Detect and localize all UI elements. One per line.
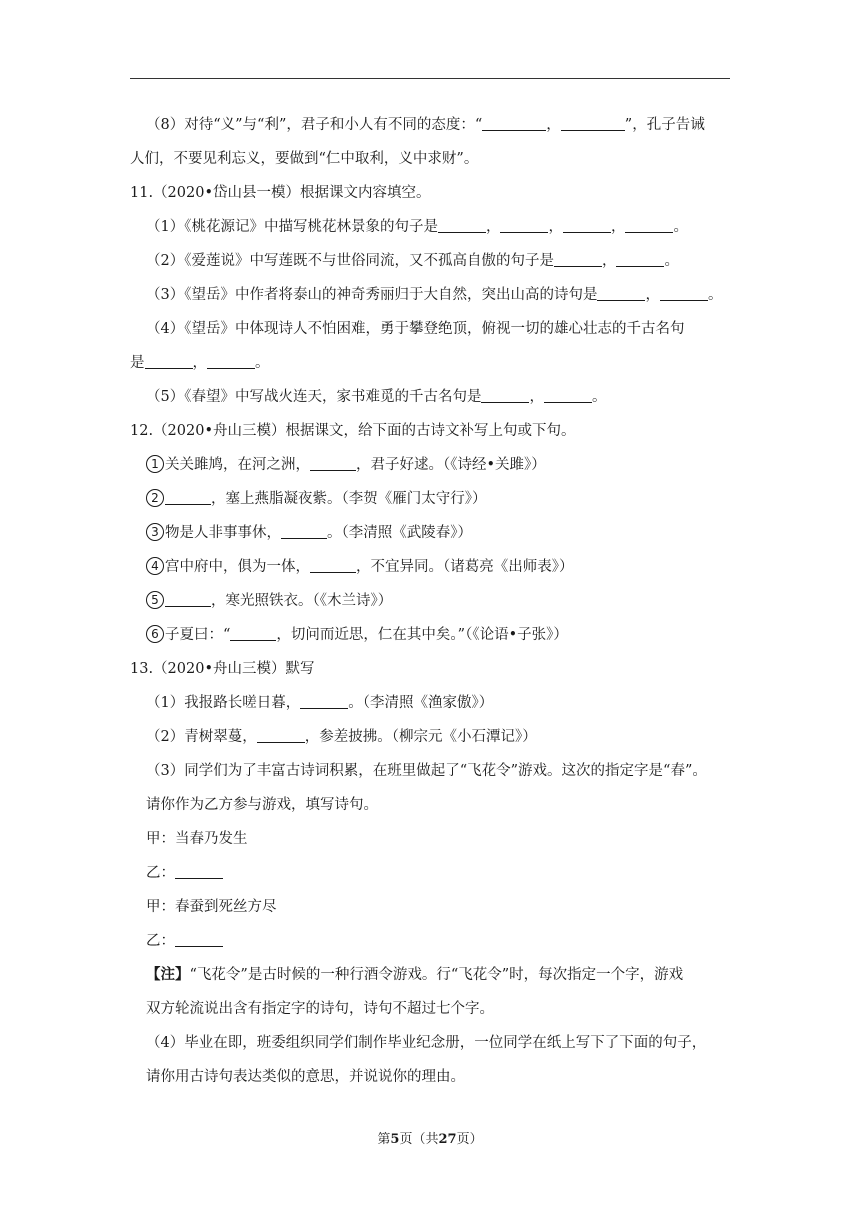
answer-blank[interactable]	[544, 382, 592, 403]
answer-blank[interactable]	[175, 858, 223, 879]
q13-title: 13.（2020•舟山三模）默写	[130, 661, 315, 677]
page-footer: 第5页（共27页）	[377, 1132, 483, 1147]
answer-blank[interactable]	[660, 280, 708, 301]
circled-number: 6	[146, 625, 164, 643]
page-number: 5	[390, 1132, 400, 1147]
circled-number: 5	[146, 591, 164, 609]
answer-blank[interactable]	[310, 552, 356, 573]
q13-note-cont: 双方轮流说出含有指定字的诗句，诗句不超过七个字。	[146, 1001, 494, 1017]
q13-item-2: （2）青树翠蔓， ，参差披拂。（柳宗元《小石潭记》）	[130, 720, 730, 754]
q12-item-5: 5 ，寒光照铁衣。（《木兰诗》）	[130, 584, 730, 618]
answer-blank[interactable]	[481, 382, 529, 403]
note-tag: 【注】	[146, 966, 190, 983]
q13-item-4-cont: 请你用古诗句表达类似的意思，并说说你的理由。	[146, 1069, 465, 1085]
q11-item-1: （1）《桃花源记》中描写桃花林景象的句子是 ， ， ， 。	[130, 210, 730, 244]
q12-item-4: 4 宫中府中，俱为一体， ，不宜异同。（诸葛亮《出师表》）	[130, 550, 730, 584]
circled-number: 4	[146, 557, 164, 575]
q13-item-1: （1）我报路长嗟日暮， 。（李清照《渔家傲》）	[130, 686, 730, 720]
q11-item-4-cont: 是 ， 。	[130, 346, 730, 380]
answer-blank[interactable]	[175, 926, 223, 947]
document-body	[130, 108, 730, 1094]
answer-blank[interactable]	[616, 246, 664, 267]
answer-blank[interactable]	[554, 246, 602, 267]
answer-blank[interactable]	[482, 110, 546, 131]
q13-yi-1: 乙：	[130, 856, 730, 890]
q11-item-4: （4）《望岳》中体现诗人不怕困难，勇于攀登绝顶，俯视一切的雄心壮志的千古名句	[146, 321, 685, 337]
q12-item-3: 3 物是人非事事休， 。（李清照《武陵春》）	[130, 516, 730, 550]
answer-blank[interactable]	[207, 348, 255, 369]
answer-blank[interactable]	[145, 348, 193, 369]
circled-number: 1	[146, 455, 164, 473]
circled-number: 2	[146, 489, 164, 507]
answer-blank[interactable]	[257, 722, 305, 743]
answer-blank[interactable]	[310, 450, 356, 471]
answer-blank[interactable]	[438, 212, 486, 233]
header-rule	[130, 78, 730, 79]
q13-jia-2: 甲：春蚕到死丝方尽	[146, 899, 277, 915]
q11-item-3: （3）《望岳》中作者将泰山的神奇秀丽归于大自然，突出山高的诗句是 ， 。	[130, 278, 730, 312]
q12-title: 12.（2020•舟山三模）根据课文，给下面的古诗文补写上句或下句。	[130, 423, 576, 439]
answer-blank[interactable]	[281, 518, 327, 539]
answer-blank[interactable]	[300, 688, 348, 709]
answer-blank[interactable]	[561, 110, 625, 131]
answer-blank[interactable]	[563, 212, 611, 233]
q13-jia-1: 甲：当春乃发生	[146, 831, 248, 847]
q13-item-4: （4）毕业在即，班委组织同学们制作毕业纪念册，一位同学在纸上写下了下面的句子，	[146, 1035, 707, 1051]
q11-item-2: （2）《爱莲说》中写莲既不与世俗同流，又不孤高自傲的句子是 ， 。	[130, 244, 730, 278]
q11-item-5: （5）《春望》中写战火连天，家书难觅的千古名句是 ， 。	[130, 380, 730, 414]
q11-title: 11.（2020•岱山县一模）根据课文内容填空。	[130, 185, 431, 201]
answer-blank[interactable]	[625, 212, 673, 233]
q12-item-2: 2 ，塞上燕脂凝夜紫。（李贺《雁门太守行》）	[130, 482, 730, 516]
answer-blank[interactable]	[165, 484, 211, 505]
q13-note: 【注】“飞花令”是古时候的一种行酒令游戏。行“飞花令”时，每次指定一个字，游戏	[146, 966, 684, 983]
q13-yi-2: 乙：	[130, 924, 730, 958]
page-total: 27	[438, 1132, 457, 1147]
q12-item-1: 1 关关雎鸠，在河之洲， ，君子好逑。（《诗经•关雎》）	[130, 448, 730, 482]
q13-item-3-cont: 请你作为乙方参与游戏，填写诗句。	[146, 797, 378, 813]
answer-blank[interactable]	[597, 280, 645, 301]
q10-item-8: （8）对待“义”与“利”，君子和小人有不同的态度：“ ， ”，孔子告诫	[130, 108, 730, 142]
circled-number: 3	[146, 523, 164, 541]
answer-blank[interactable]	[230, 620, 276, 641]
q12-item-6: 6 子夏曰：“ ，切问而近思，仁在其中矣。”（《论语•子张》）	[130, 618, 730, 652]
q13-item-3: （3）同学们为了丰富古诗词积累，在班里做起了“飞花令”游戏。这次的指定字是“春”。	[146, 763, 707, 779]
answer-blank[interactable]	[500, 212, 548, 233]
q10-item-8-cont: 人们，不要见利忘义，要做到“仁中取利，义中求财”。	[130, 151, 479, 167]
answer-blank[interactable]	[165, 586, 211, 607]
